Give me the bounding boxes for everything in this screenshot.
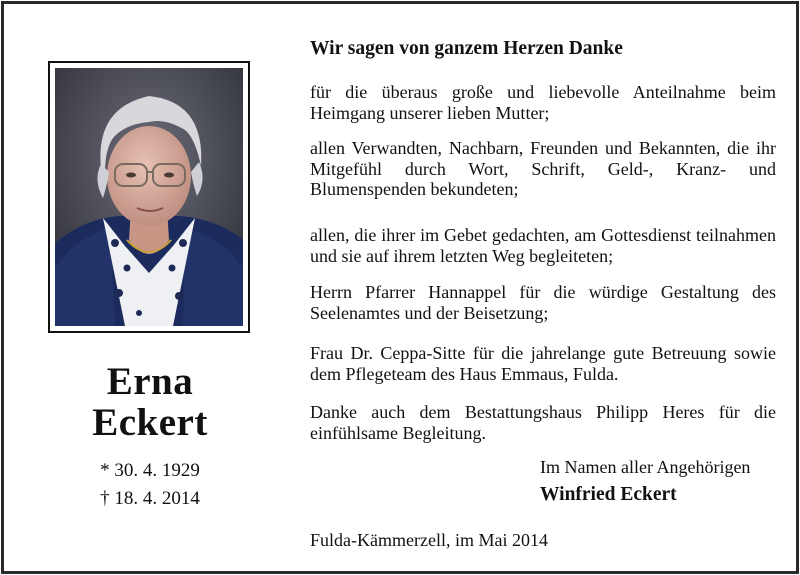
deceased-first-name: Erna [106, 360, 194, 403]
thanks-paragraph: Frau Dr. Ceppa-Sitte für die jahrelange gute Betreuung sowie dem Pflegeteam des Haus Emmaus, Fulda. [310, 343, 776, 384]
thanks-paragraph: allen Verwandten, Nachbarn, Freunden und Bekannten, die ihr Mitgefühl durch Wort, Schrift, Geld-, Kranz- und Blumenspenden bekundeten; [310, 138, 776, 199]
signature-name: Winfried Eckert [540, 484, 677, 505]
signature-intro: Im Namen aller Angehörigen [540, 457, 751, 477]
portrait-frame [48, 61, 250, 333]
thanks-paragraph: Herrn Pfarrer Hannappel für die würdige Gestaltung des Seelenamtes und der Beisetzung; [310, 282, 776, 323]
notice-heading: Wir sagen von ganzem Herzen Danke [310, 38, 623, 59]
thanks-paragraph: Danke auch dem Bestattungshaus Philipp Heres für die einfühlsame Begleitung. [310, 402, 776, 443]
death-date: † 18. 4. 2014 [100, 488, 200, 509]
birth-date: * 30. 4. 1929 [100, 460, 200, 481]
place-date: Fulda-Kämmerzell, im Mai 2014 [310, 530, 548, 550]
deceased-last-name: Eckert [92, 401, 208, 444]
thanks-paragraph: für die überaus große und liebevolle Anteilnahme beim Heimgang unserer lieben Mutter; [310, 82, 776, 123]
portrait-illustration [55, 68, 243, 326]
thanks-paragraph: allen, die ihrer im Gebet gedachten, am Gottesdienst teilnahmen und sie auf ihrem letzten Weg begleiteten; [310, 225, 776, 266]
portrait-photo [55, 68, 243, 326]
notice-frame [1, 1, 799, 574]
